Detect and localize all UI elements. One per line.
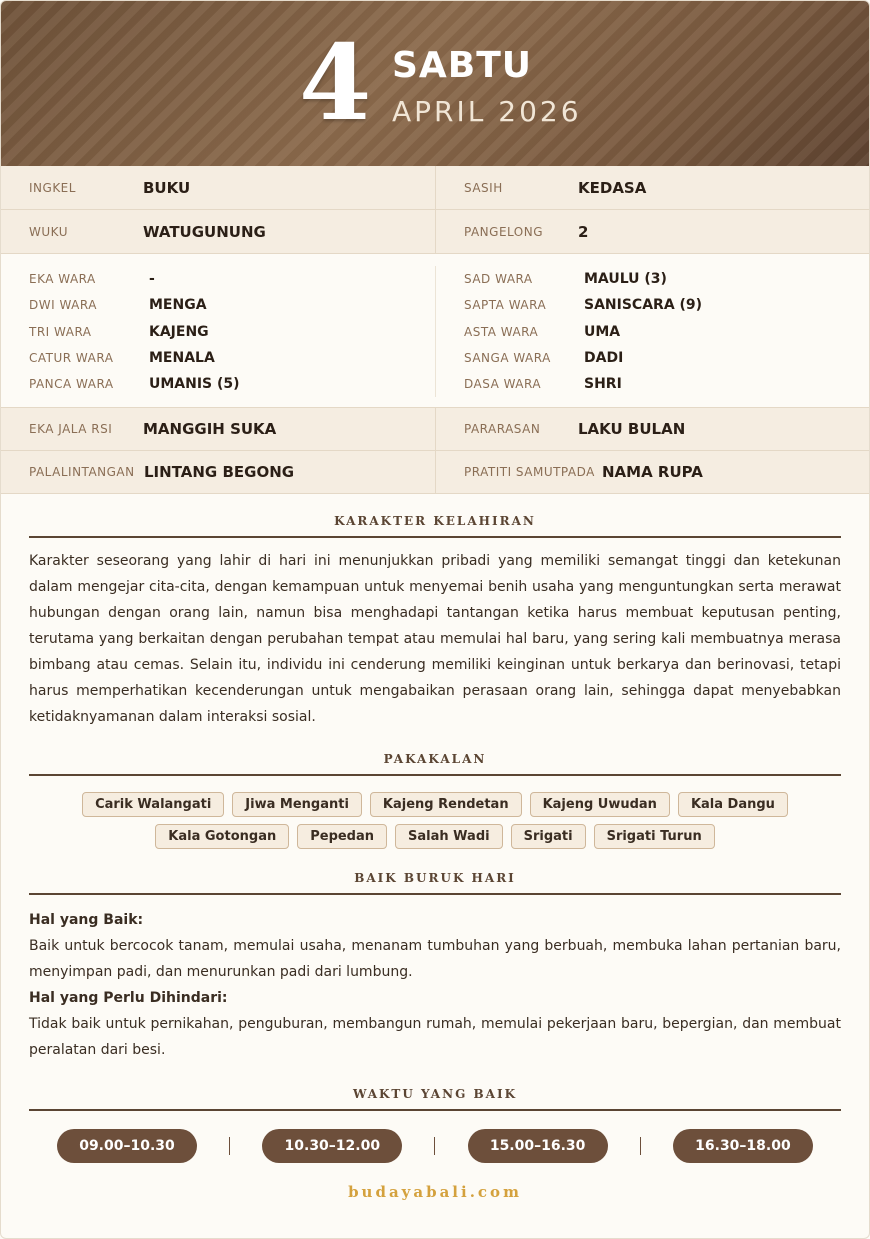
pangelong-cell (435, 210, 869, 253)
footer-brand[interactable]: budayabali.com (348, 1183, 522, 1202)
wara-value: DADI (584, 350, 624, 367)
wara-value: MENGA (149, 297, 207, 314)
wuku-label: WUKU (29, 224, 68, 239)
waktu-section (1, 1063, 869, 1163)
wara-row (29, 292, 435, 318)
ingkel-label: INGKEL (29, 180, 76, 195)
pararasan-value: LAKU BULAN (578, 420, 686, 439)
wara-row (464, 266, 869, 292)
wara-label: SAD WARA (464, 272, 533, 287)
eka-jala-rsi-label: EKA JALA RSI (29, 422, 113, 437)
pangelong-value: 2 (578, 222, 589, 241)
bad-heading: Hal yang Perlu Dihindari: (29, 990, 228, 1007)
date-header (1, 1, 869, 166)
pakakalan-chip: Salah Wadi (395, 824, 503, 849)
pararasan-label: PARARASAN (464, 422, 541, 437)
eka-jala-rsi-cell (1, 408, 435, 450)
wara-value: MAULU (3) (584, 271, 667, 288)
wara-value: SANISCARA (9) (584, 297, 703, 314)
wara-label: SANGA WARA (464, 351, 551, 366)
time-slot: 15.00–16.30 (468, 1129, 608, 1163)
time-slot: 10.30–12.00 (262, 1129, 402, 1163)
palalintangan-label: PALALINTANGAN (29, 465, 135, 480)
pararasan-cell (435, 408, 869, 450)
time-slot: 16.30–18.00 (673, 1129, 813, 1163)
wara-label: SAPTA WARA (464, 298, 547, 313)
baik-buruk-section (1, 849, 869, 1063)
karakter-divider (29, 536, 841, 538)
bad-text: Tidak baik untuk pernikahan, penguburan, membangun rumah, memulai pekerjaan baru, bepergian, dan membuat peralatan dari besi. (29, 1016, 841, 1059)
wara-row (29, 266, 435, 292)
baik-buruk-title: BAIK BURUK HARI (354, 871, 516, 886)
eka-jala-rsi-value: MANGGIH SUKA (143, 420, 277, 439)
month-year: APRIL 2026 (392, 95, 582, 128)
baik-buruk-divider (29, 893, 841, 895)
info-row-eka-jala-rsi (1, 408, 869, 451)
karakter-title: KARAKTER KELAHIRAN (334, 514, 536, 529)
slot-separator (229, 1137, 230, 1155)
pakakalan-chip: Srigati (511, 824, 586, 849)
wara-value: UMA (584, 323, 621, 340)
wara-label: EKA WARA (29, 272, 96, 287)
waktu-divider (29, 1109, 841, 1111)
sasih-value: KEDASA (578, 178, 647, 197)
karakter-text: Karakter seseorang yang lahir di hari ini menunjukkan pribadi yang memiliki semangat tinggi dan ketekunan dalam mengejar cita-cita, dengan kemampuan untuk menyemai benih usaha yang menguntungkan serta merawat hubungan dengan orang lain, namun bisa menghadapi tantangan ketika harus membuat keputusan penting, terutama yang berkaitan dengan perubahan tempat atau memulai hal baru, yang sering kali membuatnya merasa bimbang atau cemas. Selain itu, individu ini cenderung memiliki keinginan untuk berkarya dan berinovasi, tetapi harus memperhatikan kecenderungan untuk mengabaikan perasaan orang lain, sehingga dapat menyebabkan ketidaknyamanan dalam interaksi sosial. (29, 553, 841, 726)
wara-label: CATUR WARA (29, 351, 114, 366)
wara-left-column (1, 266, 435, 397)
pakakalan-title: PAKAKALAN (383, 752, 487, 767)
pakakalan-chip: Pepedan (297, 824, 387, 849)
wara-label: DASA WARA (464, 377, 542, 392)
wara-value: KAJENG (149, 323, 209, 340)
wara-table (1, 254, 869, 408)
karakter-section (1, 494, 869, 730)
pakakalan-chip: Srigati Turun (594, 824, 715, 849)
wara-label: TRI WARA (29, 324, 92, 339)
pakakalan-chip: Kajeng Uwudan (530, 792, 670, 817)
wara-value: MENALA (149, 350, 215, 367)
pakakalan-chip: Kajeng Rendetan (370, 792, 522, 817)
day-number: 4 (299, 21, 372, 144)
wara-value: SHRI (584, 376, 622, 393)
wara-label: DWI WARA (29, 298, 97, 313)
pakakalan-section (1, 730, 869, 849)
pakakalan-chip: Jiwa Menganti (232, 792, 362, 817)
wara-value: - (149, 271, 155, 288)
wuku-cell (1, 210, 435, 253)
info-row-palalintangan (1, 451, 869, 494)
good-heading: Hal yang Baik: (29, 912, 144, 929)
pakakalan-chip: Kala Dangu (678, 792, 788, 817)
slot-separator (434, 1137, 435, 1155)
ingkel-value: BUKU (143, 178, 191, 197)
palalintangan-cell (1, 451, 435, 493)
wara-value: UMANIS (5) (149, 376, 240, 393)
waktu-title: WAKTU YANG BAIK (352, 1087, 518, 1102)
pakakalan-chips (41, 792, 829, 849)
wuku-value: WATUGUNUNG (143, 222, 266, 241)
pangelong-label: PANGELONG (464, 224, 544, 239)
good-text: Baik untuk bercocok tanam, memulai usaha, menanam tumbuhan yang berbuah, membuka lahan pertanian baru, menyimpan padi, dan menurunkan padi dari lumbung. (29, 938, 841, 981)
pakakalan-chip: Carik Walangati (82, 792, 224, 817)
info-row-wuku (1, 210, 869, 254)
slot-separator (640, 1137, 641, 1155)
pakakalan-chip: Kala Gotongan (155, 824, 289, 849)
wara-label: ASTA WARA (464, 324, 539, 339)
pratiti-samutpada-label: PRATITI SAMUTPADA (464, 465, 595, 480)
info-row-ingkel (1, 166, 869, 210)
wara-right-column (435, 266, 869, 397)
wara-row (29, 371, 435, 397)
sasih-label: SASIH (464, 180, 503, 195)
wara-label: PANCA WARA (29, 377, 114, 392)
palalintangan-value: LINTANG BEGONG (144, 463, 295, 482)
wara-row (29, 345, 435, 371)
wara-row (464, 371, 869, 397)
wara-row (464, 345, 869, 371)
day-name: SABTU (392, 45, 533, 86)
pakakalan-divider (29, 774, 841, 776)
pratiti-samutpada-cell (435, 451, 869, 493)
ingkel-cell (1, 166, 435, 209)
time-slots (57, 1129, 813, 1163)
wara-row (464, 292, 869, 318)
pratiti-samutpada-value: NAMA RUPA (602, 463, 703, 482)
sasih-cell (435, 166, 869, 209)
wara-row (464, 319, 869, 345)
wara-row (29, 319, 435, 345)
time-slot: 09.00–10.30 (57, 1129, 197, 1163)
